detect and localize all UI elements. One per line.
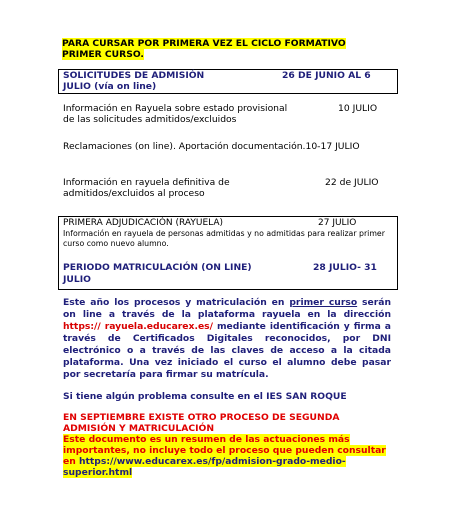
heading-text: PARA CURSAR POR PRIMERA VEZ EL CICLO FORMATIVO PRIMER CURSO. [62, 38, 346, 60]
summary-text: Este documento es un resumen de las actuaciones más importantes, no incluye todo el proceso que pueden consultar en [63, 434, 386, 467]
contact-line: Si tiene algún problema consulte en el IES SAN ROQUE [63, 391, 347, 402]
admission-title [63, 70, 273, 92]
september-notice: EN SEPTIEMBRE EXISTE OTRO PROCESO DE SEGUNDA ADMISIÓN Y MATRICULACIÓN [63, 412, 340, 434]
adjudication-description: Información en rayuela de personas admitidas y no admitidas para realizar primer curso como nuevo alumno. [63, 229, 385, 248]
provisional-line1: Información en Rayuela sobre estado provisional [63, 103, 288, 114]
adjudication-title: PRIMERA ADJUDICACIÓN (RAYUELA) [63, 218, 224, 228]
process-paragraph [63, 297, 391, 381]
admission-dates: 26 DE JUNIO AL 6 [282, 70, 371, 81]
definitive-line2: admitidos/excluidos al proceso [63, 188, 205, 199]
rayuela-link[interactable]: https:// rayuela.educarex.es/ [63, 321, 214, 332]
summary-paragraph [63, 434, 393, 478]
claims-info: Reclamaciones (on line). Aportación documentación.10-17 JULIO [63, 141, 360, 152]
document-heading [62, 38, 382, 60]
definitive-info [63, 177, 293, 199]
definitive-line1: Información en rayuela definitiva de [63, 177, 230, 188]
admission-title-line2: JULIO (vía on line) [63, 81, 157, 92]
enrollment-title-line2: JULIO [63, 274, 91, 285]
first-course-underlined: primer curso [289, 297, 358, 308]
adjudication-date: 27 JULIO [318, 218, 357, 228]
process-text-3: mediante identificación y firma a través de Certificados Digitales reconocidos, por DNI electrónico o a través de las claves de acceso a la citada plataforma. Una vez iniciado el curso el alumno debe pasar por secretaría para firmar su matrícula. [63, 321, 392, 380]
provisional-line2: de las solicitudes admitidos/excluidos [63, 114, 237, 125]
process-text-1: Este año los procesos y matriculación en [63, 297, 290, 308]
admission-title-line1: SOLICITUDES DE ADMISIÓN [63, 70, 205, 81]
enrollment-title [63, 262, 293, 286]
enrollment-title-line1: PERIODO MATRICULACIÓN (ON LINE) [63, 262, 252, 273]
educarex-link[interactable]: https://www.educarex.es/fp/admision-grado-medio-superior.html [63, 456, 346, 478]
definitive-date: 22 de JULIO [325, 177, 379, 188]
process-text-2: serán on line a través de la plataforma rayuela en la dirección [63, 297, 392, 320]
provisional-info [63, 103, 303, 125]
provisional-date: 10 JULIO [338, 103, 378, 114]
enrollment-dates: 28 JULIO- 31 [313, 262, 377, 273]
